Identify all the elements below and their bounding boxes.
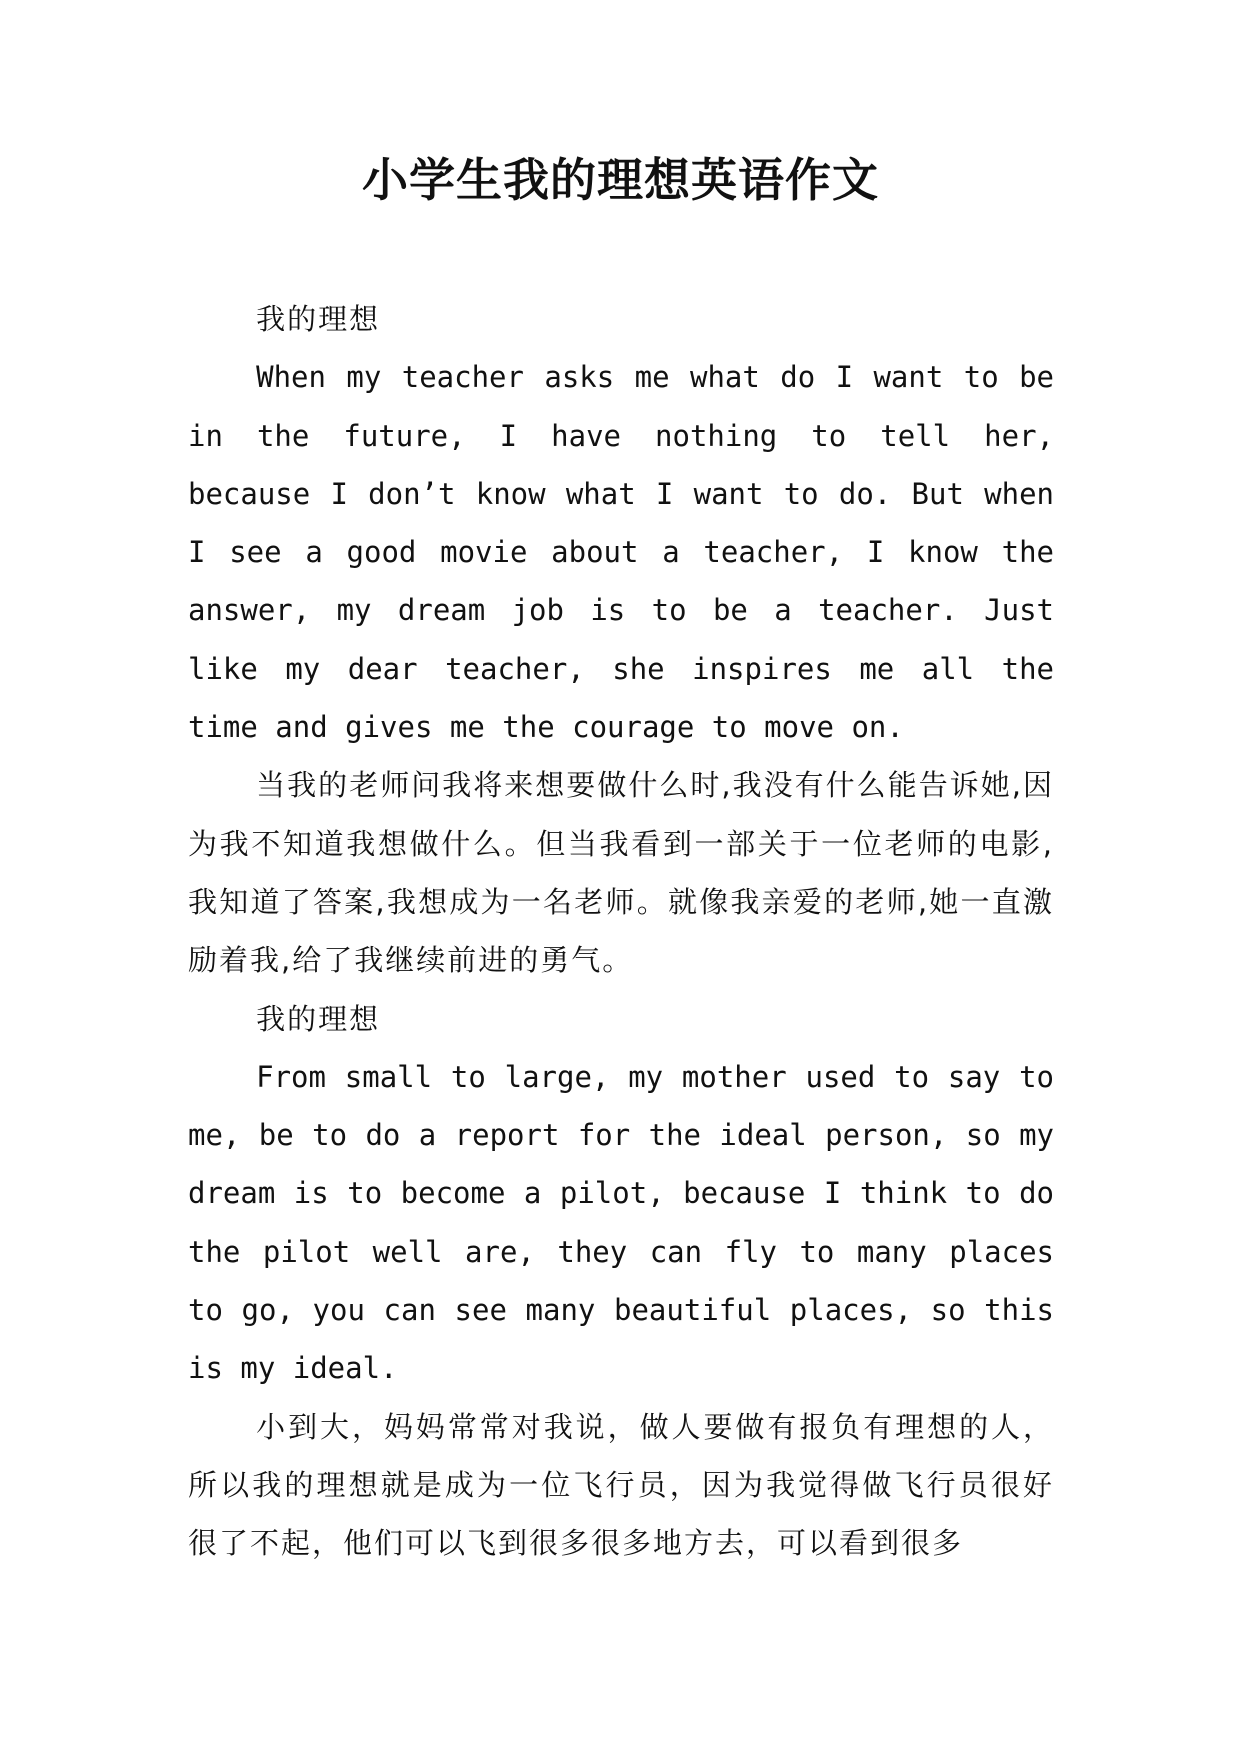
section-heading: 我的理想	[256, 302, 381, 336]
document-title: 小学生我的理想英语作文	[362, 153, 879, 207]
section-heading: 我的理想	[256, 1001, 381, 1036]
paragraph-english: From small to large, my mother used to say to me, be to do a report for the ideal person, so my dream is to become a pilot, because I think to do the pilot well are, they can fly to many places to go, you can see many beautiful places, so this is my ideal.	[188, 1059, 1054, 1386]
paragraph-chinese: 小到大，妈妈常常对我说，做人要做有报负有理想的人，所以我的理想就是成为一位飞行员，因为我觉得做飞行员很好很了不起，他们可以飞到很多很多地方去，可以看到很多	[188, 1409, 1054, 1561]
paragraph-english: When my teacher asks me what do I want to be in the future, I have nothing to tell her, because I don’t know what I want to do. But when I see a good movie about a teacher, I know the answer, my dream job is to be a teacher. Just like my dear teacher, she inspires me all the time and gives me the courage to move on.	[188, 360, 1054, 745]
document-body	[188, 290, 1054, 1573]
paragraph-chinese: 当我的老师问我将来想要做什么时,我没有什么能告诉她,因为我不知道我想做什么。但当我看到一部关于一位老师的电影,我知道了答案,我想成为一名老师。就像我亲爱的老师,她一直激励着我,给了我继续前进的勇气。	[188, 768, 1054, 978]
